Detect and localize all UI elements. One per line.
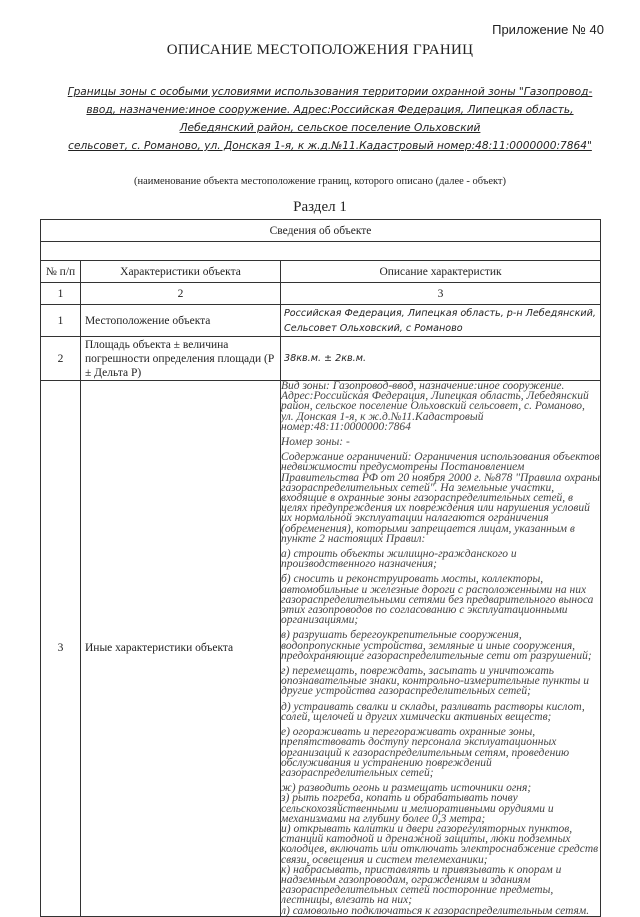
- index-cell: 3: [281, 283, 601, 305]
- restriction-paragraph: в) разрушать берегоукрепительные сооружения, водопропускные устройства, земляные и иные сооружения, предохраняющие газораспределительные сети от разрушений;: [281, 629, 592, 662]
- object-name-line: сельсовет, с. Романово, ул. Донская 1-я, к ж.д.№11.Кадастровый номер:48:11:0000000:7864": [68, 140, 592, 152]
- restriction-paragraph: б) сносить и реконструировать мосты, коллекторы, автомобильные и железные дороги с расположенными на них газораспределительными сетями без предварительного выноса этих газопроводов по согласованию с эксплуатационными организациями;: [281, 573, 594, 627]
- restriction-paragraph: д) устраивать свалки и склады, разливать растворы кислот, солей, щелочей и других химически активных веществ;: [281, 700, 585, 723]
- restriction-paragraph: л) самовольно подключаться к газораспределительным сетям.: [281, 904, 590, 917]
- object-name-line: Лебедянский район, сельское поселение Ольховский: [179, 122, 481, 134]
- table-index-row: [41, 283, 601, 305]
- row-num: 2: [41, 337, 81, 381]
- row-feature: Площадь объекта ± величина погрешности определения площади (Р ± Дельта Р): [81, 337, 281, 381]
- empty-cell: [41, 242, 601, 261]
- object-name: [50, 83, 610, 155]
- table-row: [41, 337, 601, 381]
- table-row: [41, 305, 601, 337]
- header-feature: Характеристики объекта: [81, 261, 281, 283]
- table-spacer-row: [41, 242, 601, 261]
- object-caption: (наименование объекта местоположение границ, которого описано (далее - объект): [133, 176, 507, 187]
- appendix-number: Приложение № 40: [492, 22, 604, 37]
- index-cell: 2: [81, 283, 281, 305]
- row-num: 1: [41, 305, 81, 337]
- restriction-paragraph: к) набрасывать, приставлять и привязывать к опорам и надземным газопроводам, ограждениям и зданиям газораспределительных сетей посторонние предметы, лестницы, влезать на них;: [281, 863, 562, 907]
- row-feature: Иные характеристики объекта: [81, 381, 281, 917]
- row-num: 3: [41, 381, 81, 917]
- document-title: ОПИСАНИЕ МЕСТОПОЛОЖЕНИЯ ГРАНИЦ: [166, 42, 474, 58]
- restriction-paragraph: Вид зоны: Газопровод-ввод, назначение:иное сооружение. Адрес:Российская Федерация, Липецкая область, Лебедянский район, сельское поселение Ольховский сельсовет, с. Романово, ул. Донская 1-я, к ж.д.№11.Кадастровый номер:48:11:0000000:7864: [281, 380, 589, 433]
- table-header-row: [41, 261, 601, 283]
- row-description: 38кв.м. ± 2кв.м.: [281, 337, 601, 381]
- restriction-paragraph: Содержание ограничений: Ограничения использования объектов недвижимости предусмотрены Постановлением Правительства РФ от 20 ноября 2000 г. №878 "Правила охраны газораспределительных сетей". На земельные участки, входящие в охранные зоны газораспределительных сетей, в целях предупреждения их повреждения или нарушения условий их нормальной эксплуатации налагаются ограничения (обременения), которыми запрещается лицам, указанным в пункте 2 настоящих Правил:: [281, 451, 600, 545]
- object-name-line: Границы зоны с особыми условиями использования территории охранной зоны "Газопровод-: [67, 86, 593, 98]
- object-info-table: [40, 219, 601, 917]
- restriction-paragraph: е) огораживать и перегораживать охранные зоны, препятствовать доступу персонала эксплуатационных организаций к газораспределительным сетям, проведению обслуживания и устранению повреждений газораспределительных сетей;: [281, 726, 570, 779]
- row-feature: Местоположение объекта: [81, 305, 281, 337]
- table-title-row: [41, 220, 601, 242]
- row-description: [281, 381, 601, 917]
- header-description: Описание характеристик: [281, 261, 601, 283]
- table-title: Сведения об объекте: [41, 220, 601, 242]
- header-num: № п/п: [41, 261, 81, 283]
- restriction-paragraph: з) рыть погреба, копать и обрабатывать почву сельскохозяйственными и мелиоративными орудиями и механизмами на глубину более 0,3 метра;: [281, 792, 554, 825]
- table-row: [41, 381, 601, 917]
- restriction-paragraph: и) открывать калитки и двери газорегуляторных пунктов, станций катодной и дренажной защиты, люки подземных колодцев, включать или отключать электроснабжение средств связи, освещения и систем телемеханики;: [281, 822, 599, 866]
- row-description: Российская Федерация, Липецкая область, р-н Лебедянский, Сельсовет Ольховский, с Романово: [281, 305, 601, 337]
- restriction-paragraph: г) перемещать, повреждать, засыпать и уничтожать опознавательные знаки, контрольно-измерительные пункты и другие устройства газораспределительных сетей;: [281, 665, 590, 698]
- restriction-paragraph: а) строить объекты жилищно-гражданского и производственного назначения;: [281, 548, 517, 571]
- restriction-paragraph: Номер зоны: -: [281, 436, 350, 449]
- object-name-line: ввод, назначение:иное сооружение. Адрес:Российская Федерация, Липецкая область,: [86, 104, 574, 116]
- restriction-paragraph: ж) разводить огонь и размещать источники огня;: [281, 782, 532, 795]
- index-cell: 1: [41, 283, 81, 305]
- section-title: Раздел 1: [293, 199, 347, 215]
